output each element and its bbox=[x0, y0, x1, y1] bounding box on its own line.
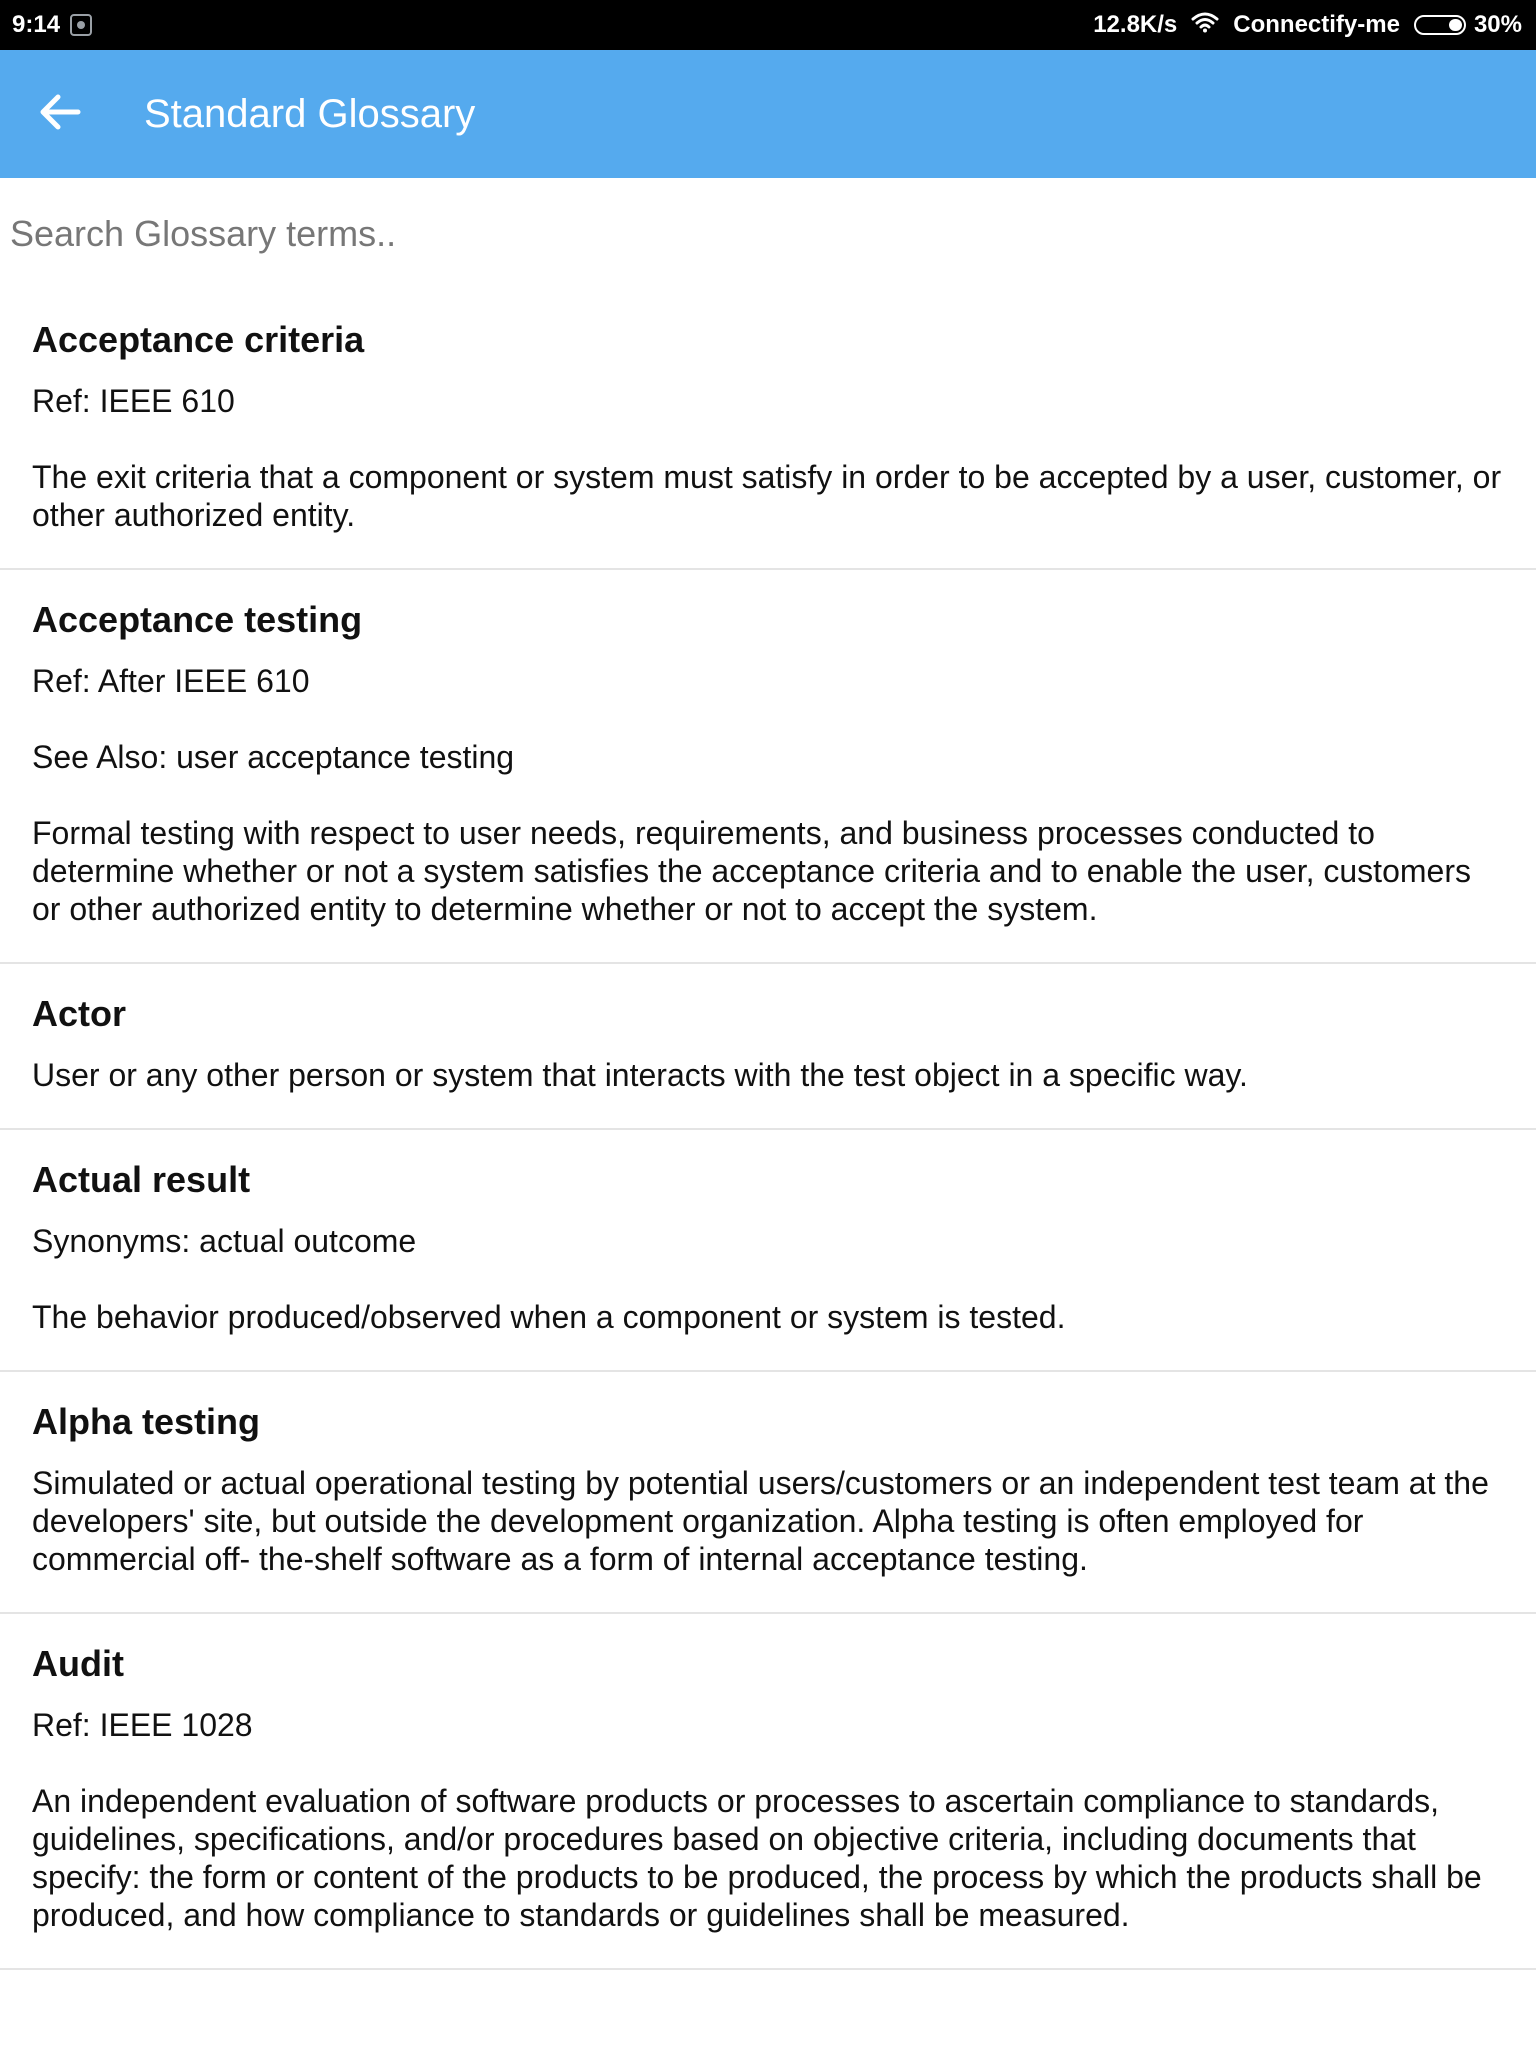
list-item[interactable] bbox=[0, 290, 1536, 570]
list-item[interactable] bbox=[0, 1372, 1536, 1614]
term-name: Audit bbox=[32, 1643, 124, 1684]
status-right bbox=[1079, 11, 1522, 40]
term-name: Alpha testing bbox=[32, 1401, 261, 1442]
term-name: Acceptance criteria bbox=[32, 319, 365, 360]
search-input[interactable] bbox=[0, 178, 1536, 290]
status-time: 9:14 bbox=[12, 11, 61, 38]
term-reference: Ref: IEEE 1028 bbox=[32, 1707, 253, 1743]
term-definition: Simulated or actual operational testing by potential users/customers or an independent test team at the developers' site, but outside the development organization. Alpha testing is often employed for commercial off- the-shelf software as a form of internal acceptance testing. bbox=[32, 1465, 1489, 1577]
arrow-left-icon bbox=[38, 93, 82, 136]
back-button[interactable] bbox=[30, 86, 90, 142]
term-definition: The exit criteria that a component or system must satisfy in order to be accepted by a user, customer, or other authorized entity. bbox=[32, 459, 1502, 533]
term-name: Actor bbox=[32, 993, 127, 1034]
list-item[interactable] bbox=[0, 1614, 1536, 1970]
status-bar bbox=[0, 0, 1536, 50]
list-item[interactable] bbox=[0, 964, 1536, 1130]
battery-fill bbox=[1449, 19, 1462, 31]
term-definition: The behavior produced/observed when a component or system is tested. bbox=[32, 1299, 1066, 1335]
term-name: Acceptance testing bbox=[32, 599, 363, 640]
network-name: Connectify-me bbox=[1233, 11, 1400, 38]
notification-icon bbox=[70, 14, 92, 36]
term-reference: Ref: After IEEE 610 bbox=[32, 663, 310, 699]
term-see-also: See Also: user acceptance testing bbox=[32, 739, 515, 775]
term-reference: Ref: IEEE 610 bbox=[32, 383, 235, 419]
term-synonyms: Synonyms: actual outcome bbox=[32, 1223, 417, 1259]
term-definition: An independent evaluation of software products or processes to ascertain compliance to standards, guidelines, specifications, and/or procedures based on objective criteria, including documents that specify: the form or content of the products to be produced, the process by which the products shall be produced, and how compliance to standards or guidelines shall be measured. bbox=[32, 1783, 1482, 1933]
battery-icon bbox=[1414, 15, 1466, 35]
network-speed: 12.8K/s bbox=[1093, 11, 1178, 38]
battery-percent: 30% bbox=[1473, 11, 1522, 38]
app-bar bbox=[0, 50, 1536, 178]
term-definition: Formal testing with respect to user needs, requirements, and business processes conducted to determine whether or not a system satisfies the acceptance criteria and to enable the user, customers or other authorized entity to determine whether or not to accept the system. bbox=[32, 815, 1471, 927]
battery-indicator bbox=[1414, 11, 1522, 39]
term-name: Actual result bbox=[32, 1159, 251, 1200]
page-title: Standard Glossary bbox=[144, 92, 476, 136]
list-item[interactable] bbox=[0, 1130, 1536, 1372]
term-definition: User or any other person or system that interacts with the test object in a specific way. bbox=[32, 1057, 1248, 1093]
wifi-icon bbox=[1191, 11, 1219, 40]
status-left bbox=[12, 11, 102, 39]
glossary-list bbox=[0, 290, 1536, 1970]
list-item[interactable] bbox=[0, 570, 1536, 964]
